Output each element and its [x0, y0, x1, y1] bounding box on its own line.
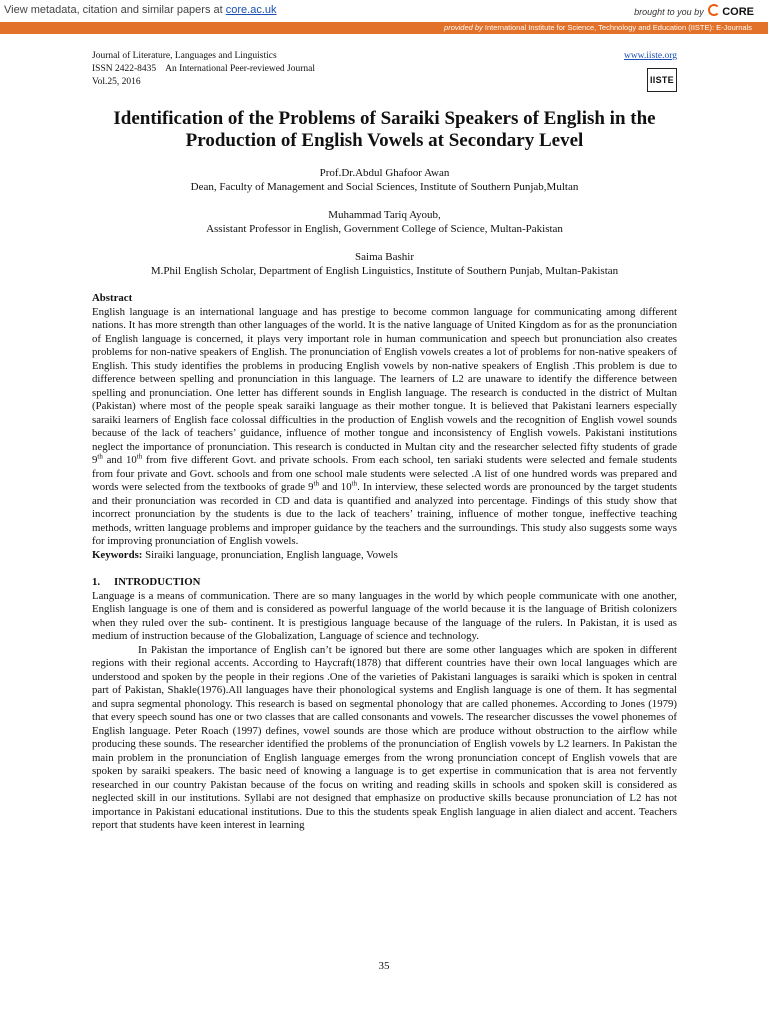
journal-header: [92, 50, 677, 94]
core-brought-by[interactable]: [634, 4, 754, 18]
journal-name: Journal of Literature, Languages and Linguistics: [92, 51, 277, 61]
abstract-text-5: . In interview, these selected words are pronounced by the target students and their pronunciation was recorded in CD and data is quantified and analyzed into percentage. Findings of this study show that incorrect pronunciation by the students is due to the lack of teachers’ training, influence of mother tongue, ineffective teaching methods, written language problems and improper guidance by the teachers and the surroundings. This study also suggests some ways for improving pronunciation of English vowels.: [92, 481, 677, 547]
keywords: [92, 549, 677, 563]
page-number: 35: [378, 960, 390, 972]
abstract-text-1: English language is an international language and has prestige to become common language for communicating among different nations. It has more strength than other languages of the world. It is the native language of United Kingdom as for as the pronunciation of English language is concerned, it plays very important role in human communication and speech but pronunciation also creates problems for non-native speakers of English. The pronunciation of English vowels creates a lot of problems for non-native speakers of English. This study identifies the problems in producing English vowels by non-native speakers of English .This problem is due to difference between spelling and pronunciation in this language. The learners of L2 are unaware to identify the difference between spelling and pronunciation. One letter has different sounds in English language. The research is conducted in the district of Multan (Pakistan) where most of the people speak saraiki language as their mother tongue. It is believed that Pakistani learners especially saraiki learners of English face colossal difficulties in the production of English vowels and the recognition of English vowel sounds because of the lack of teachers’ guidance, influence of mother tongue and inconsistency of English vowels. Pakistani institutions neglect the importance of pronunciation. This research is conducted in Multan city and the researcher selected fifty students of grade 9: [92, 305, 677, 466]
paper-page: [92, 50, 677, 833]
author-2-affiliation: Assistant Professor in English, Government College of Science, Multan-Pakistan: [206, 223, 563, 235]
journal-url-link[interactable]: www.iiste.org: [623, 51, 677, 61]
paper-title: Identification of the Problems of Saraiki Speakers of English in the Production of English Vowels at Secondary Level: [113, 108, 656, 151]
intro-number: 1.: [92, 576, 101, 588]
abstract-text-3: from five different Govt. and private schools. From each school, ten sariaki students were selected and female students from four private and Govt. schools and from one school male students were selected .A list of one hundred words was prepared and words were selected from the textbooks of grade 9: [92, 454, 677, 493]
core-ac-uk-link[interactable]: core.ac.uk: [225, 4, 277, 16]
intro-paragraph-1: Language is a means of communication. There are so many languages in the world by which people communicate with one another, English language is one of them and is considered as powerful language of the world because it is the language of British colonizers when they ruled over the sub- continent. It is prestigious language because of the language of the rulers. In Pakistan, it is used as medium of instruction because of the Globalization, Language of science and technology.: [92, 589, 677, 642]
abstract: [92, 292, 677, 562]
provided-by-label: provided by: [444, 23, 483, 32]
abstract-sup-4: th: [351, 479, 358, 488]
core-banner: [0, 0, 768, 23]
journal-issn: ISSN 2422-8435 An International Peer-reviewed Journal: [92, 64, 316, 74]
brought-to-you-text: brought to you by: [634, 7, 704, 17]
core-logo-icon: [708, 4, 720, 16]
intro-title: INTRODUCTION: [114, 576, 201, 588]
core-logo-text: CORE: [722, 6, 754, 18]
intro-paragraph-2: In Pakistan the importance of English can’t be ignored but there are some other languages which are spoken in different regions with their regional accents. According to Haycraft(1878) that different countries have their own local languages which are understood and spoken by the people in their regions .One of the varieties of Pakistani languages is saraiki which is spoken in central part of Pakistan, Shakle(1976).All languages have their phonological systems and English language is one of them. It has segmental and supra segmental phonology. This research is based on segmental phonology that are called phonemes. According to Jones (1979) that every speech sound has one or two classes that are called consonants and vowels. The researcher discusses the vowel phonemes of English language. Peter Roach (1997) defines, vowel sounds are those which are produce without obstruction to the airflow while producing these sounds. The researcher identified the problems of the pronunciation of English vowels by L2 learners. In Pakistan the main problem in the pronunciation of English language emerges from the wrong pronunciation concept of English vowels that are spoken by saraiki speakers. The basic need of knowing a language is to get expertise in communication that is area not fervently researched in our country Pakistan because of the focus on writing and reading skills in schools and spoken skill is considered as neglected skill in our institutions. Syllabi are not designed that emphasize on productive skills because pronunciation of L2 has not importance in Pakistani educational institutions. Due to this the students speak English language in alien dialect and accent. Teachers report that students have keen interest in learning: [92, 643, 677, 831]
abstract-body: [92, 306, 677, 549]
abstract-text-2: and 10: [102, 454, 137, 466]
provided-by-bar: [0, 22, 768, 34]
abstract-heading: Abstract: [92, 292, 133, 304]
keywords-text: Siraiki language, pronunciation, English language, Vowels: [142, 548, 398, 561]
keywords-label: Keywords:: [92, 548, 143, 561]
abstract-sup-1: th: [97, 452, 103, 461]
abstract-sup-2: th: [136, 452, 143, 461]
author-1-affiliation: Dean, Faculty of Management and Social Sciences, Institute of Southern Punjab,Multan: [190, 181, 579, 193]
core-metadata-link[interactable]: [4, 4, 277, 16]
intro-heading: [92, 576, 677, 590]
provider-name: International Institute for Science, Technology and Education (IISTE): E-Journals: [484, 23, 752, 32]
iiste-logo: IISTE: [647, 68, 677, 92]
author-3-affiliation: M.Phil English Scholar, Department of English Linguistics, Institute of Southern Punjab, Multan-Pakistan: [150, 265, 619, 277]
author-2-name: Muhammad Tariq Ayoub,: [328, 209, 441, 221]
abstract-text-4: and 10: [319, 481, 352, 493]
author-1-name: Prof.Dr.Abdul Ghafoor Awan: [319, 167, 450, 179]
abstract-sup-3: th: [313, 479, 319, 488]
core-metadata-text: View metadata, citation and similar papers at: [4, 4, 223, 16]
author-3-name: Saima Bashir: [355, 251, 414, 263]
journal-volume: Vol.25, 2016: [92, 77, 141, 87]
